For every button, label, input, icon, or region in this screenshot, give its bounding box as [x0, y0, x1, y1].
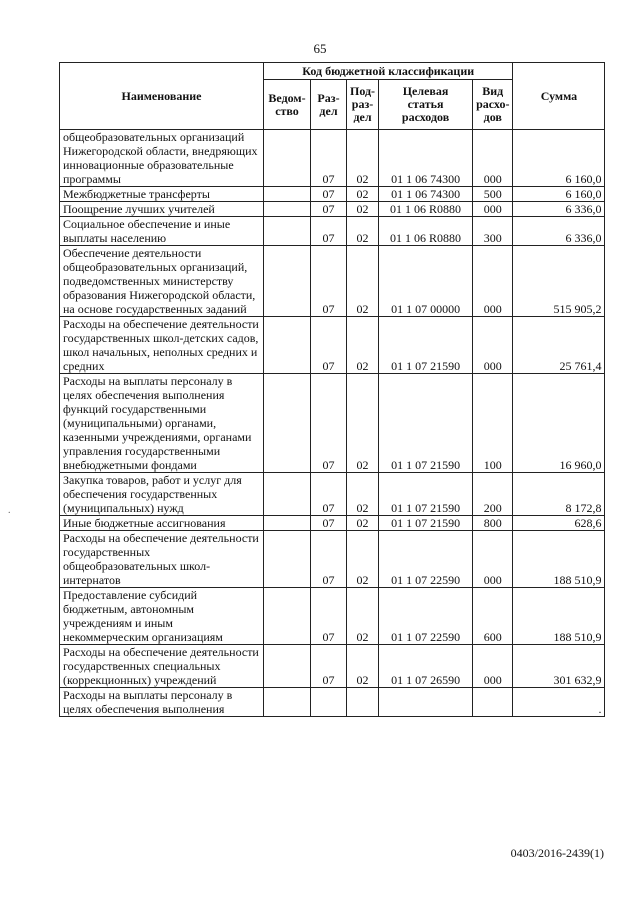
cell-name: Иные бюджетные ассигнования: [60, 516, 264, 531]
cell-podrazdel: 02: [347, 473, 379, 516]
cell-razdel: 07: [311, 645, 347, 688]
table-row: [60, 531, 605, 588]
table-row: [60, 246, 605, 317]
table-row: [60, 187, 605, 202]
cell-vedomstvo: [264, 374, 311, 473]
cell-celevaya: 01 1 07 21590: [379, 473, 473, 516]
cell-razdel: 07: [311, 516, 347, 531]
cell-vid: 000: [473, 246, 513, 317]
cell-vedomstvo: [264, 217, 311, 246]
cell-name: Обеспечение деятельности общеобразовательных организаций, подведомственных министерству образования Нижегородской области, на основе государственных заданий: [60, 246, 264, 317]
cell-name: Расходы на обеспечение деятельности государственных общеобразовательных школ-интернатов: [60, 531, 264, 588]
cell-celevaya: 01 1 07 26590: [379, 645, 473, 688]
cell-summa: 6 160,0: [513, 187, 605, 202]
cell-name: Поощрение лучших учителей: [60, 202, 264, 217]
cell-summa: .: [513, 688, 605, 717]
table-row: [60, 588, 605, 645]
cell-podrazdel: 02: [347, 202, 379, 217]
header-vedomstvo: Ведом- ство: [264, 80, 311, 130]
cell-vedomstvo: [264, 246, 311, 317]
cell-name: Предоставление субсидий бюджетным, автономным учреждениям и иным некоммерческим организациям: [60, 588, 264, 645]
cell-podrazdel: 02: [347, 588, 379, 645]
cell-summa: 6 336,0: [513, 202, 605, 217]
cell-vid: 200: [473, 473, 513, 516]
cell-summa: 515 905,2: [513, 246, 605, 317]
cell-name: Закупка товаров, работ и услуг для обеспечения государственных (муниципальных) нужд: [60, 473, 264, 516]
cell-razdel: [311, 688, 347, 717]
cell-summa: 628,6: [513, 516, 605, 531]
cell-celevaya: 01 1 06 74300: [379, 187, 473, 202]
cell-podrazdel: 02: [347, 374, 379, 473]
cell-vid: 500: [473, 187, 513, 202]
cell-name: Расходы на выплаты персоналу в целях обеспечения выполнения: [60, 688, 264, 717]
table-row: [60, 688, 605, 717]
cell-vid: 600: [473, 588, 513, 645]
table-row: [60, 217, 605, 246]
cell-razdel: 07: [311, 588, 347, 645]
cell-razdel: 07: [311, 217, 347, 246]
table-row: [60, 317, 605, 374]
cell-name: Социальное обеспечение и иные выплаты населению: [60, 217, 264, 246]
cell-podrazdel: 02: [347, 187, 379, 202]
cell-celevaya: 01 1 07 00000: [379, 246, 473, 317]
cell-name: общеобразовательных организаций Нижегородской области, внедряющих инновационные образовательные программы: [60, 130, 264, 187]
cell-vedomstvo: [264, 187, 311, 202]
cell-vedomstvo: [264, 516, 311, 531]
cell-summa: 188 510,9: [513, 531, 605, 588]
cell-podrazdel: [347, 688, 379, 717]
header-kod: Код бюджетной классификации: [264, 63, 513, 80]
cell-vid: 800: [473, 516, 513, 531]
cell-vedomstvo: [264, 688, 311, 717]
cell-vedomstvo: [264, 130, 311, 187]
cell-razdel: 07: [311, 130, 347, 187]
cell-podrazdel: 02: [347, 217, 379, 246]
cell-podrazdel: 02: [347, 645, 379, 688]
table-row: [60, 202, 605, 217]
budget-table: [59, 62, 605, 717]
cell-summa: 301 632,9: [513, 645, 605, 688]
table-row: [60, 374, 605, 473]
cell-summa: 8 172,8: [513, 473, 605, 516]
header-celevaya: Целевая статья расходов: [379, 80, 473, 130]
cell-celevaya: 01 1 07 21590: [379, 516, 473, 531]
header-razdel: Раз- дел: [311, 80, 347, 130]
cell-vedomstvo: [264, 473, 311, 516]
cell-name: Расходы на выплаты персоналу в целях обеспечения выполнения функций государственными (муниципальными) органами, казенными учреждениями, органами управления государственными внебюджетными фондами: [60, 374, 264, 473]
cell-vedomstvo: [264, 531, 311, 588]
cell-podrazdel: 02: [347, 130, 379, 187]
cell-razdel: 07: [311, 473, 347, 516]
cell-vedomstvo: [264, 645, 311, 688]
page-number: 65: [313, 41, 327, 56]
cell-podrazdel: 02: [347, 516, 379, 531]
header-vid: Вид расхо- дов: [473, 80, 513, 130]
cell-summa: 6 336,0: [513, 217, 605, 246]
header-podrazdel: Под- раз- дел: [347, 80, 379, 130]
cell-razdel: 07: [311, 187, 347, 202]
cell-razdel: 07: [311, 317, 347, 374]
cell-celevaya: 01 1 06 R0880: [379, 202, 473, 217]
cell-celevaya: 01 1 07 22590: [379, 588, 473, 645]
table-row: [60, 645, 605, 688]
table-row: [60, 130, 605, 187]
table-row: [60, 516, 605, 531]
cell-name: Расходы на обеспечение деятельности государственных школ-детских садов, школ начальных, неполных средних и средних: [60, 317, 264, 374]
cell-vid: 300: [473, 217, 513, 246]
cell-razdel: 07: [311, 531, 347, 588]
cell-celevaya: 01 1 06 74300: [379, 130, 473, 187]
cell-vid: 000: [473, 202, 513, 217]
cell-razdel: 07: [311, 246, 347, 317]
cell-name: Расходы на обеспечение деятельности государственных специальных (коррекционных) учреждений: [60, 645, 264, 688]
cell-razdel: 07: [311, 202, 347, 217]
cell-podrazdel: 02: [347, 531, 379, 588]
cell-vid: 000: [473, 130, 513, 187]
cell-name: Межбюджетные трансферты: [60, 187, 264, 202]
table-row: [60, 473, 605, 516]
document-code: 0403/2016-2439(1): [510, 846, 604, 860]
header-summa: Сумма: [513, 63, 605, 130]
cell-podrazdel: 02: [347, 246, 379, 317]
cell-summa: 25 761,4: [513, 317, 605, 374]
cell-vedomstvo: [264, 202, 311, 217]
cell-vid: 100: [473, 374, 513, 473]
table-header: [60, 63, 605, 130]
cell-celevaya: 01 1 07 21590: [379, 317, 473, 374]
cell-vedomstvo: [264, 588, 311, 645]
cell-vid: 000: [473, 645, 513, 688]
cell-vid: 000: [473, 317, 513, 374]
cell-podrazdel: 02: [347, 317, 379, 374]
cell-summa: 6 160,0: [513, 130, 605, 187]
cell-vid: [473, 688, 513, 717]
cell-vedomstvo: [264, 317, 311, 374]
cell-vid: 000: [473, 531, 513, 588]
cell-celevaya: 01 1 06 R0880: [379, 217, 473, 246]
cell-celevaya: [379, 688, 473, 717]
cell-summa: 16 960,0: [513, 374, 605, 473]
cell-razdel: 07: [311, 374, 347, 473]
table-body: [60, 130, 605, 717]
cell-celevaya: 01 1 07 22590: [379, 531, 473, 588]
cell-celevaya: 01 1 07 21590: [379, 374, 473, 473]
margin-mark: .: [8, 505, 11, 516]
header-name: Наименование: [60, 63, 264, 130]
cell-summa: 188 510,9: [513, 588, 605, 645]
